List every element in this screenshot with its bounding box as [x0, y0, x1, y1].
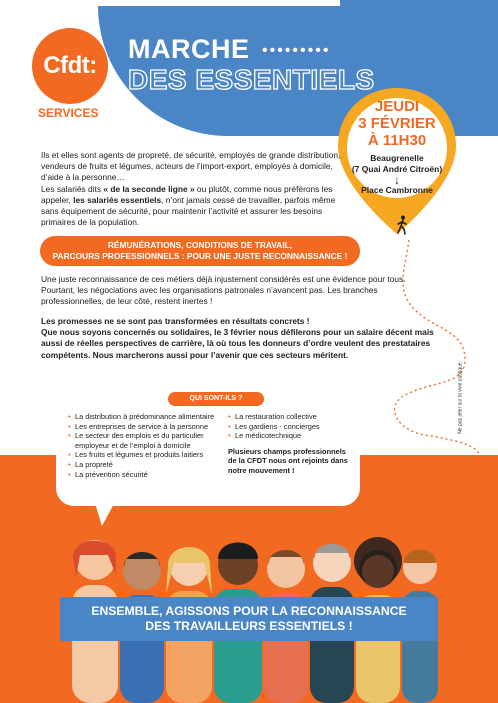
header-blue-corner — [340, 0, 498, 40]
closing-banner — [60, 597, 438, 641]
title-line-1: MARCHE — [128, 34, 250, 64]
sectors-list-left — [68, 412, 228, 479]
speech-bubble-tail — [94, 500, 116, 526]
list-item: • La prévention sécurité — [68, 470, 228, 480]
list-item: • La propreté — [68, 460, 228, 470]
intro-text-a: Les salariés dits — [41, 183, 104, 194]
promise-line-2: Que nous soyons concernés ou solidaires, le 3 février nous défilerons pour un salaire décent mais aussi de réelles perspectives de carrière, là où tous les donneurs d’ordre veulent des prestataires compétents. Nous marcherons aussi pour l’avenir que ces secteurs méritent. — [41, 327, 434, 360]
closing-line-2: DES TRAVAILLEURS ESSENTIELS ! — [145, 619, 353, 633]
closing-line-1: ENSEMBLE, AGISSONS POUR LA RECONNAISSANCE — [91, 604, 407, 618]
list-item: • Les entreprises de service à la personne — [68, 422, 228, 432]
banner-line-1: RÉMUNÉRATIONS, CONDITIONS DE TRAVAIL, — [107, 240, 293, 250]
event-start-place — [334, 153, 460, 175]
list-item: • Les gardiens - concierges — [228, 422, 352, 432]
reconnaissance-paragraph: Une juste reconnaissance de ces métiers déjà injustement considérés est une évidence pour tous. Pourtant, les négociations avec les organisations patronales n’avancent pas. Les branches professionnelles, de leur côté, restent inertes ! — [41, 274, 406, 307]
event-end-place: Place Cambronne — [361, 185, 433, 195]
intro-text-b: « de la seconde ligne » — [103, 183, 195, 194]
title-line-2: DES ESSENTIELS — [128, 64, 375, 95]
title-dots: ••••••••• — [262, 42, 331, 59]
promise-line-1: Les promesses ne se sont pas transformées en résultats concrets ! — [41, 316, 310, 326]
intro-text-d: les salariés essentiels — [73, 194, 162, 205]
event-details — [334, 98, 460, 196]
services-label: SERVICES — [38, 106, 99, 120]
banner-line-2: PARCOURS PROFESSIONNELS : POUR UNE JUSTE RECONNAISSANCE ! — [52, 251, 348, 261]
intro-paragraph-1: Ils et elles sont agents de propreté, de sécurité, employés de grande distribution, vendeurs de fruits et légumes, acteurs de l’import-export, employés à domicile, d’aide à la personne… — [41, 150, 341, 183]
promise-paragraph — [41, 316, 436, 361]
intro-text-e: , n’ont jamais cessé de travailler, parfois même sans équipement de sécurité, pour maintenir l’activité et assurer les besoins primaires de la population. — [41, 194, 336, 228]
event-time: À 11H30 — [367, 132, 427, 149]
side-note — [457, 340, 480, 460]
intro-text-c: ou plutôt, comme nous préférons les appeler, — [41, 183, 333, 205]
start-place-address: (7 Quai André Citroën) — [351, 164, 443, 174]
event-date: 3 FÉVRIER — [358, 115, 436, 132]
event-day: JEUDI — [374, 98, 420, 115]
intro-paragraph-2 — [41, 184, 341, 229]
intro-text — [41, 150, 341, 228]
qui-sont-ils-label: QUI SONT-ILS ? — [168, 392, 264, 406]
list-item: • La restauration collective — [228, 412, 352, 422]
list-item: • Le secteur des emplois et du particulier employeur et de l’emploi à domicile — [68, 431, 228, 450]
cfdt-logo — [32, 28, 108, 104]
demands-banner — [40, 236, 360, 266]
sectors-note: Plusieurs champs professionnels de la CFDT nous ont rejoints dans notre mouvement ! — [228, 446, 348, 475]
route-arrow-icon: ↓ — [394, 173, 400, 187]
list-item: • Les fruits et légumes et produits laitiers — [68, 450, 228, 460]
logo-text: Cfdt: — [43, 52, 97, 79]
sectors-list-right — [228, 412, 352, 476]
start-place-name: Beaugrenelle — [370, 153, 424, 163]
list-item: • La distribution à prédominance alimentaire — [68, 412, 228, 422]
list-item: • Le médicotechnique — [228, 431, 352, 441]
side-note-text: Ne pas jeter sur la voie publique — [457, 362, 464, 434]
